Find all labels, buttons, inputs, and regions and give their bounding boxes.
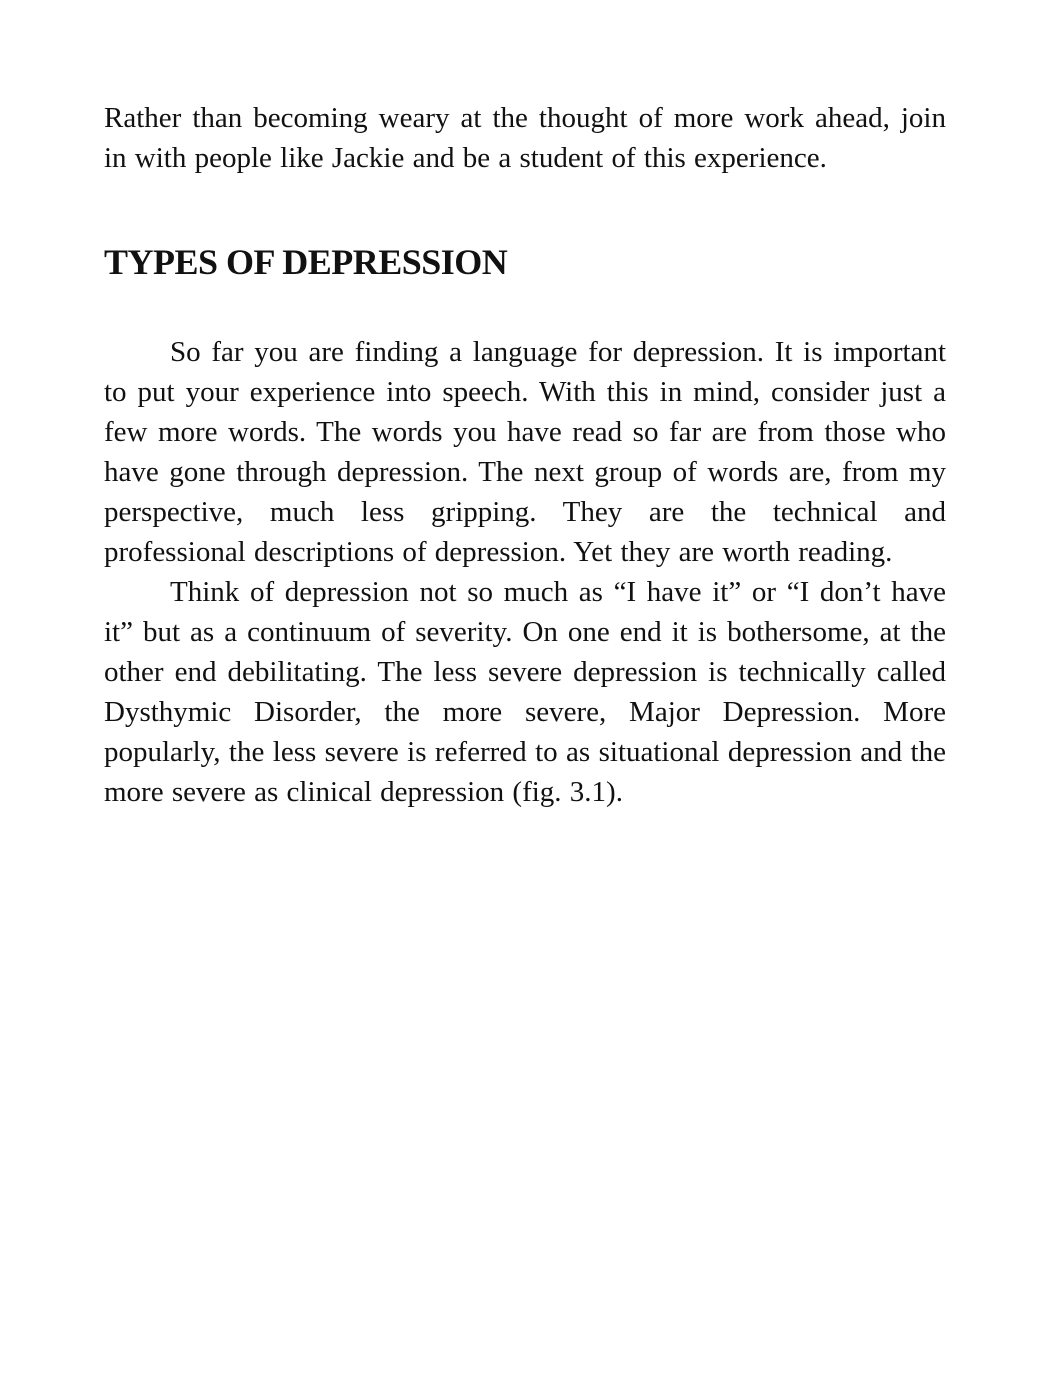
document-page <box>104 98 946 812</box>
body-paragraph-2: Think of depression not so much as “I have it” or “I don’t have it” but as a continuum of severity. On one end it is bothersome, at the other end debilitating. The less severe depression is technically called Dysthymic Disorder, the more severe, Major Depression. More popularly, the less severe is referred to as situational depression and the more severe as clinical depression (fig. 3.1). <box>104 576 946 808</box>
intro-paragraph: Rather than becoming weary at the thought of more work ahead, join in with people like Jackie and be a student of this experience. <box>104 102 946 174</box>
section-heading: TYPES OF DEPRESSION <box>104 242 508 282</box>
body-paragraph-1: So far you are finding a language for depression. It is important to put your experience into speech. With this in mind, consider just a few more words. The words you have read so far are from those who have gone through depression. The next group of words are, from my perspective, much less gripping. They are the technical and professional descriptions of depression. Yet they are worth reading. <box>104 336 946 568</box>
